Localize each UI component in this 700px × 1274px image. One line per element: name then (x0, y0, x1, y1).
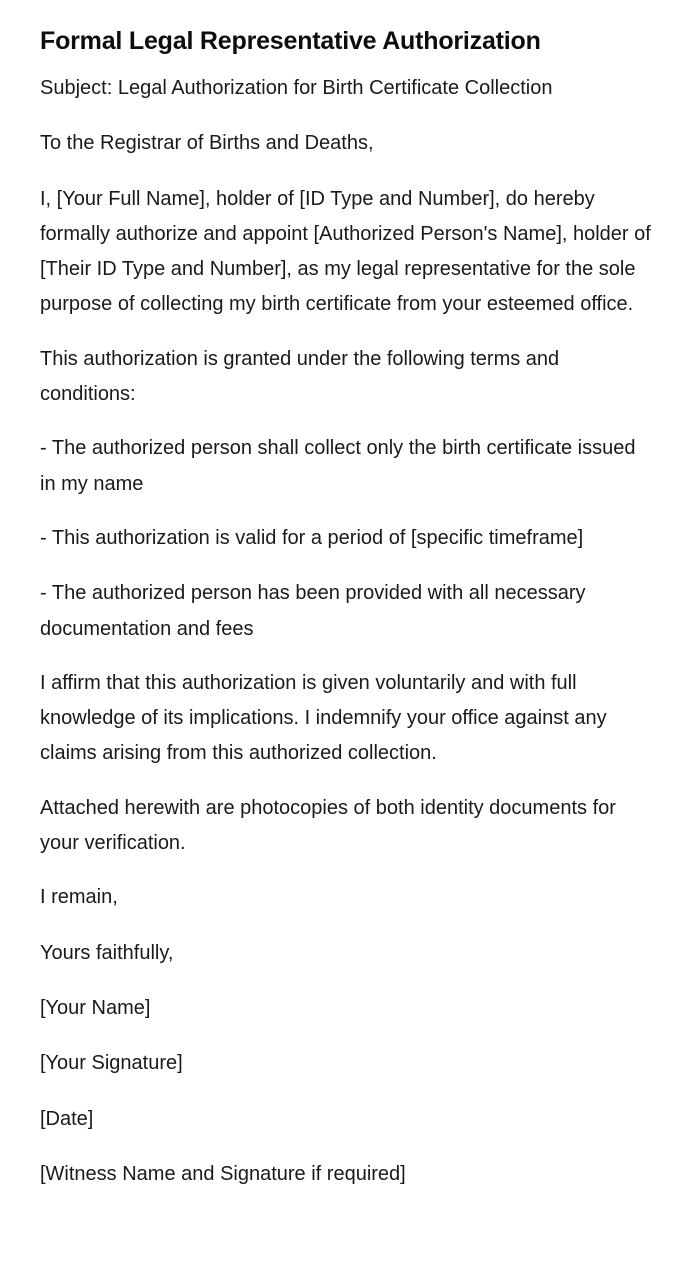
term-item-validity: - This authorization is valid for a period of [specific timeframe] (40, 526, 584, 549)
salutation: To the Registrar of Births and Deaths, (40, 132, 374, 155)
signature-placeholder: [Your Signature] (40, 1052, 183, 1075)
attachments-note: Attached herewith are photocopies of both identity documents for your verification. (40, 796, 616, 855)
date-placeholder: [Date] (40, 1107, 94, 1130)
closing-remain: I remain, (40, 886, 118, 909)
closing-yours-faithfully: Yours faithfully, (40, 941, 174, 964)
terms-intro: This authorization is granted under the following terms and conditions: (40, 347, 560, 406)
witness-placeholder: [Witness Name and Signature if required] (40, 1162, 406, 1185)
term-item-collect-only: - The authorized person shall collect only the birth certificate issued in my name (40, 437, 636, 495)
document-title: Formal Legal Representative Authorization (40, 27, 541, 55)
signer-name-placeholder: [Your Name] (40, 996, 151, 1019)
term-item-documentation: - The authorized person has been provided with all necessary documentation and fees (40, 582, 586, 640)
affirmation-paragraph: I affirm that this authorization is given voluntarily and with full knowledge of its implications. I indemnify your office against any claims arising from this authorized collection. (40, 671, 607, 765)
authorization-statement: I, [Your Full Name], holder of [ID Type and Number], do hereby formally authorize and appoint [Authorized Person's Name], holder of [Their ID Type and Number], as my legal representative for the sole purpose of collecting my birth certificate from your esteemed office. (40, 187, 651, 316)
subject-line: Subject: Legal Authorization for Birth Certificate Collection (40, 77, 553, 99)
